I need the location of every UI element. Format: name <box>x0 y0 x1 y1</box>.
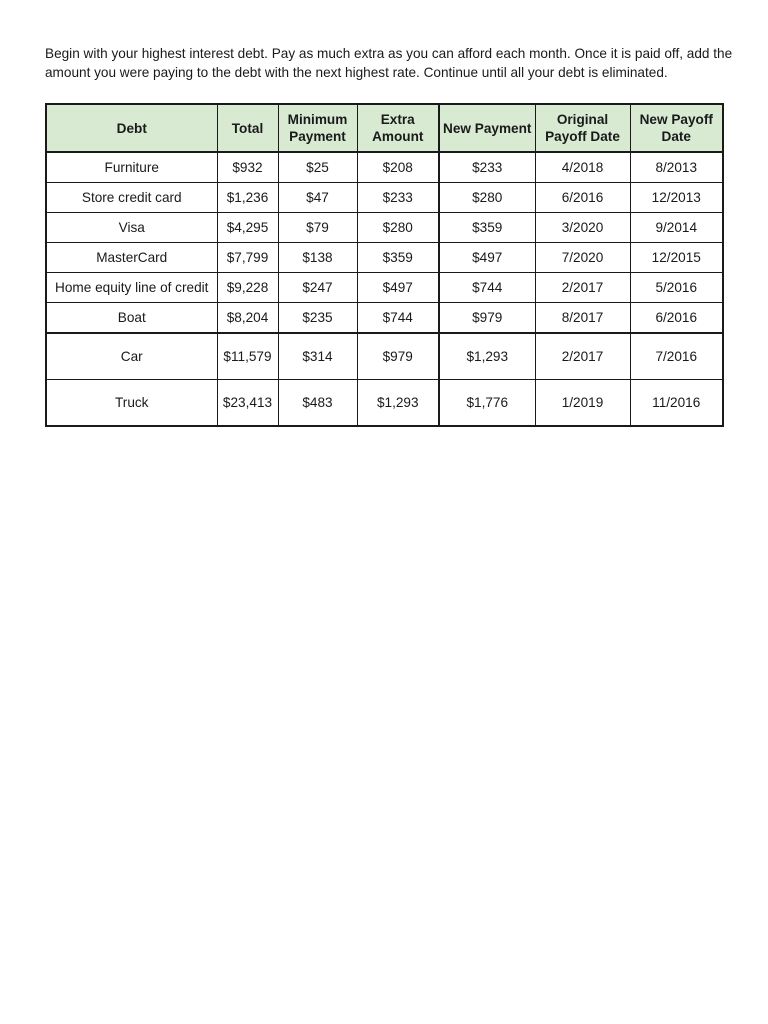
table-row <box>46 273 723 303</box>
header-total: Total <box>217 104 278 152</box>
header-original-payoff-date: Original Payoff Date <box>535 104 630 152</box>
cell-original-payoff-date: 6/2016 <box>535 183 630 213</box>
cell-debt: Truck <box>46 380 217 427</box>
cell-original-payoff-date: 2/2017 <box>535 273 630 303</box>
cell-total: $23,413 <box>217 380 278 427</box>
cell-original-payoff-date: 4/2018 <box>535 152 630 183</box>
table-row <box>46 183 723 213</box>
cell-extra-amount: $497 <box>357 273 439 303</box>
cell-total: $7,799 <box>217 243 278 273</box>
header-debt: Debt <box>46 104 217 152</box>
cell-new-payoff-date: 5/2016 <box>630 273 723 303</box>
cell-extra-amount: $1,293 <box>357 380 439 427</box>
cell-new-payment: $497 <box>439 243 535 273</box>
cell-new-payoff-date: 12/2013 <box>630 183 723 213</box>
header-extra-amount: Extra Amount <box>357 104 439 152</box>
cell-total: $8,204 <box>217 303 278 334</box>
cell-total: $1,236 <box>217 183 278 213</box>
cell-extra-amount: $979 <box>357 333 439 380</box>
cell-debt: MasterCard <box>46 243 217 273</box>
table-header-row <box>46 104 723 152</box>
cell-new-payoff-date: 6/2016 <box>630 303 723 334</box>
cell-extra-amount: $280 <box>357 213 439 243</box>
cell-original-payoff-date: 2/2017 <box>535 333 630 380</box>
cell-total: $932 <box>217 152 278 183</box>
cell-total: $9,228 <box>217 273 278 303</box>
cell-minimum-payment: $138 <box>278 243 357 273</box>
cell-debt: Boat <box>46 303 217 334</box>
cell-new-payment: $744 <box>439 273 535 303</box>
cell-new-payoff-date: 8/2013 <box>630 152 723 183</box>
cell-new-payment: $979 <box>439 303 535 334</box>
table-row <box>46 213 723 243</box>
cell-new-payoff-date: 11/2016 <box>630 380 723 427</box>
cell-minimum-payment: $47 <box>278 183 357 213</box>
cell-extra-amount: $208 <box>357 152 439 183</box>
cell-original-payoff-date: 3/2020 <box>535 213 630 243</box>
cell-new-payment: $233 <box>439 152 535 183</box>
table-row <box>46 333 723 380</box>
cell-new-payoff-date: 9/2014 <box>630 213 723 243</box>
cell-minimum-payment: $235 <box>278 303 357 334</box>
table-row <box>46 152 723 183</box>
table-row <box>46 243 723 273</box>
cell-debt: Furniture <box>46 152 217 183</box>
cell-minimum-payment: $79 <box>278 213 357 243</box>
cell-minimum-payment: $483 <box>278 380 357 427</box>
cell-new-payment: $280 <box>439 183 535 213</box>
cell-debt: Visa <box>46 213 217 243</box>
cell-original-payoff-date: 1/2019 <box>535 380 630 427</box>
cell-new-payment: $1,293 <box>439 333 535 380</box>
header-new-payment: New Payment <box>439 104 535 152</box>
header-new-payoff-date: New Payoff Date <box>630 104 723 152</box>
table-row <box>46 303 723 334</box>
cell-total: $11,579 <box>217 333 278 380</box>
cell-minimum-payment: $247 <box>278 273 357 303</box>
header-minimum-payment: Minimum Payment <box>278 104 357 152</box>
cell-new-payment: $1,776 <box>439 380 535 427</box>
cell-debt: Store credit card <box>46 183 217 213</box>
cell-debt: Home equity line of credit <box>46 273 217 303</box>
cell-original-payoff-date: 8/2017 <box>535 303 630 334</box>
cell-minimum-payment: $314 <box>278 333 357 380</box>
debt-payoff-table <box>45 103 724 427</box>
cell-debt: Car <box>46 333 217 380</box>
cell-total: $4,295 <box>217 213 278 243</box>
cell-minimum-payment: $25 <box>278 152 357 183</box>
cell-extra-amount: $233 <box>357 183 439 213</box>
cell-extra-amount: $359 <box>357 243 439 273</box>
cell-new-payoff-date: 7/2016 <box>630 333 723 380</box>
instructions-paragraph: Begin with your highest interest debt. Pay as much extra as you can afford each month. Once it is paid off, add the amount you were paying to the debt with the next highest rate. Continue until all your debt is eliminated. <box>45 46 733 80</box>
table-row <box>46 380 723 427</box>
cell-new-payment: $359 <box>439 213 535 243</box>
cell-original-payoff-date: 7/2020 <box>535 243 630 273</box>
cell-extra-amount: $744 <box>357 303 439 334</box>
cell-new-payoff-date: 12/2015 <box>630 243 723 273</box>
